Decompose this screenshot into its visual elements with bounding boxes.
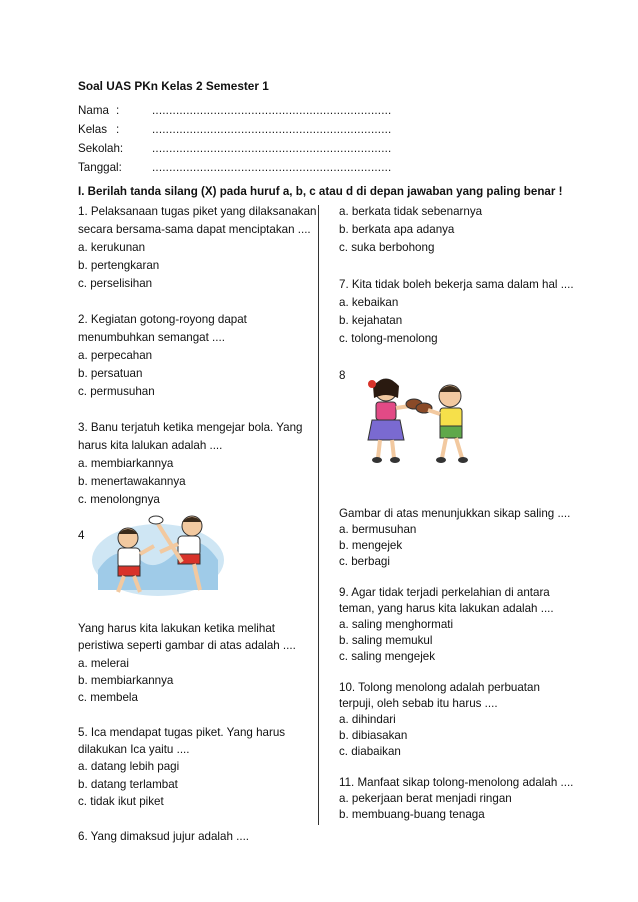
question-line: c. menolongnya	[78, 493, 160, 506]
question-line: b. dibiasakan	[339, 728, 408, 742]
question-line: c. berbagi	[339, 554, 390, 568]
question-line: c. tolong-menolong	[339, 332, 438, 346]
question-line: a. perpecahan	[78, 349, 153, 362]
question-line: c. perselisihan	[78, 277, 153, 290]
question-line: a. berkata tidak sebenarnya	[339, 205, 483, 218]
question-line: 1. Pelaksanaan tugas piket yang dilaksanakan	[78, 205, 317, 218]
question-line: b. datang terlambat	[78, 777, 178, 791]
question-line: a. kebaikan	[339, 296, 399, 309]
question-line: 11. Manfaat sikap tolong-menolong adalah ....	[339, 776, 574, 790]
question-line: b. membuang-buang tenaga	[339, 808, 485, 822]
question-line: b. saling memukul	[339, 633, 433, 647]
identity-label: Sekolah:	[78, 142, 124, 155]
question-line: harus kita lalukan adalah ....	[78, 439, 223, 452]
identity-fill-line: ......................................................................	[152, 104, 392, 117]
question-line: Yang harus kita lakukan ketika melihat	[78, 622, 275, 635]
question-line: 7. Kita tidak boleh bekerja sama dalam hal ....	[339, 277, 574, 291]
fighting-children-illustration	[88, 500, 228, 600]
question-line: a. membiarkannya	[78, 457, 174, 470]
question-line: 10. Tolong menolong adalah perbuatan	[339, 681, 540, 695]
question-line: 6. Yang dimaksud jujur adalah ....	[78, 829, 250, 843]
question-line: c. suka berbohong	[339, 241, 435, 255]
identity-label: Kelas	[78, 123, 108, 136]
question-line: c. permusuhan	[78, 385, 155, 398]
question-line: terpuji, oleh sebab itu harus ....	[339, 697, 498, 711]
identity-fill-line: ......................................................................	[152, 123, 392, 136]
page-title: Soal UAS PKn Kelas 2 Semester 1	[78, 79, 269, 93]
identity-label: Tanggal:	[78, 161, 122, 174]
question-line: b. kejahatan	[339, 314, 403, 328]
instruction-text: I. Berilah tanda silang (X) pada huruf a, b, c atau d di depan jawaban yang paling benar !	[78, 185, 563, 198]
question-line: peristiwa seperti gambar di atas adalah ....	[78, 639, 296, 653]
identity-colon: :	[116, 104, 120, 117]
question-line: c. tidak ikut piket	[78, 795, 164, 808]
question-line: b. menertawakannya	[78, 475, 186, 488]
column-divider	[318, 205, 319, 825]
question-line: a. melerai	[78, 656, 129, 670]
question-line: secara bersama-sama dapat menciptakan ....	[78, 223, 311, 236]
question-line: c. saling mengejek	[339, 649, 436, 663]
question-line: b. mengejek	[339, 538, 403, 552]
question-line: 4	[78, 529, 85, 542]
question-line: 8	[339, 368, 346, 382]
question-line: c. membela	[78, 691, 138, 705]
question-line: c. diabaikan	[339, 744, 401, 758]
identity-label: Nama	[78, 104, 109, 117]
question-line: a. bermusuhan	[339, 522, 417, 536]
identity-fill-line: ......................................................................	[152, 142, 392, 155]
question-line: dilakukan Ica yaitu ....	[78, 743, 190, 757]
question-line: 5. Ica mendapat tugas piket. Yang harus	[78, 725, 286, 739]
question-line: 3. Banu terjatuh ketika mengejar bola. Yang	[78, 421, 303, 434]
question-line: a. saling menghormati	[339, 617, 454, 631]
question-line: b. berkata apa adanya	[339, 223, 455, 237]
sharing-children-illustration	[358, 372, 478, 466]
identity-colon: :	[116, 123, 120, 136]
question-line: menumbuhkan semangat ....	[78, 331, 225, 344]
question-line: b. membiarkannya	[78, 673, 174, 687]
question-line: Gambar di atas menunjukkan sikap saling ....	[339, 507, 571, 520]
question-line: 9. Agar tidak terjadi perkelahian di antara	[339, 586, 550, 600]
question-line: a. kerukunan	[78, 241, 146, 254]
question-line: b. pertengkaran	[78, 259, 160, 272]
question-line: 2. Kegiatan gotong-royong dapat	[78, 313, 247, 326]
question-line: teman, yang harus kita lakukan adalah ....	[339, 602, 554, 616]
question-line: a. dihindari	[339, 713, 396, 727]
question-line: a. pekerjaan berat menjadi ringan	[339, 792, 512, 806]
identity-fill-line: ......................................................................	[152, 161, 392, 174]
question-line: b. persatuan	[78, 367, 143, 380]
question-line: a. datang lebih pagi	[78, 760, 180, 774]
